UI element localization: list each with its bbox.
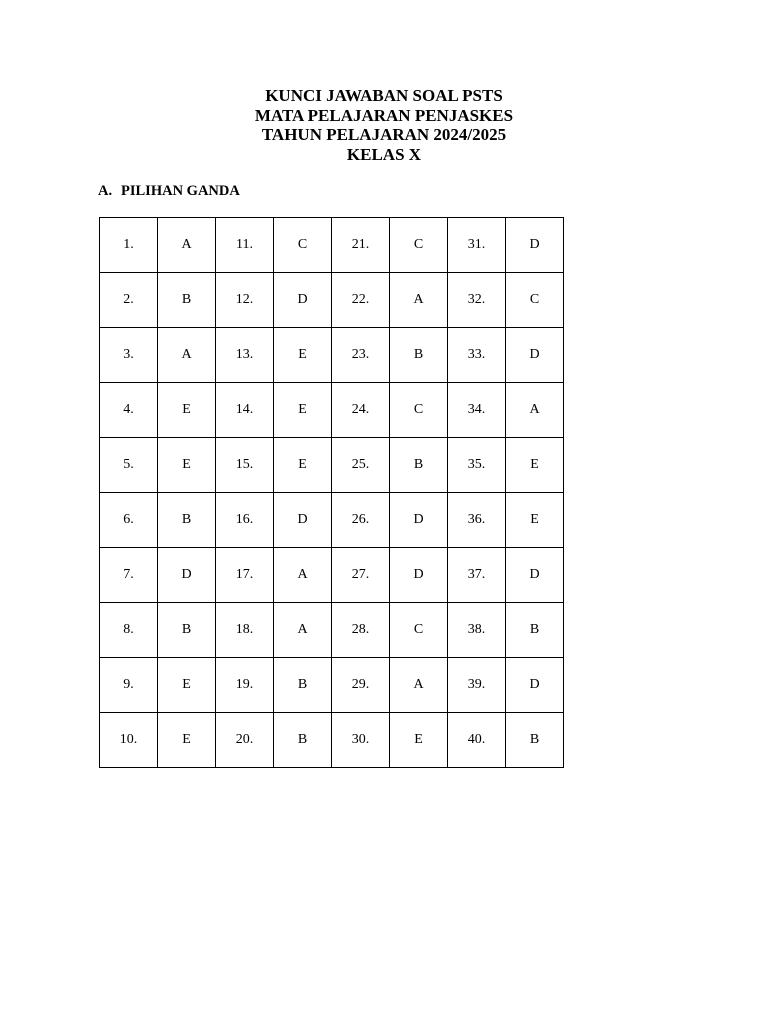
question-number-cell: 32. <box>448 273 506 328</box>
answer-letter-cell: C <box>506 273 564 328</box>
question-number-cell: 11. <box>216 218 274 273</box>
question-number-cell: 29. <box>332 658 390 713</box>
question-number-cell: 7. <box>100 548 158 603</box>
table-row <box>100 713 564 768</box>
answer-letter-cell: D <box>506 328 564 383</box>
question-number-cell: 25. <box>332 438 390 493</box>
question-number-cell: 5. <box>100 438 158 493</box>
question-number-cell: 3. <box>100 328 158 383</box>
question-number-cell: 20. <box>216 713 274 768</box>
answer-letter-cell: D <box>506 548 564 603</box>
answer-letter-cell: E <box>274 328 332 383</box>
table-row <box>100 383 564 438</box>
question-number-cell: 16. <box>216 493 274 548</box>
answer-letter-cell: B <box>506 713 564 768</box>
answer-letter-cell: B <box>274 658 332 713</box>
question-number-cell: 1. <box>100 218 158 273</box>
table-row <box>100 273 564 328</box>
answer-key-table <box>99 217 564 768</box>
question-number-cell: 14. <box>216 383 274 438</box>
question-number-cell: 36. <box>448 493 506 548</box>
question-number-cell: 18. <box>216 603 274 658</box>
answer-letter-cell: B <box>390 438 448 493</box>
table-row <box>100 658 564 713</box>
answer-letter-cell: D <box>274 493 332 548</box>
answer-letter-cell: A <box>158 218 216 273</box>
question-number-cell: 31. <box>448 218 506 273</box>
answer-letter-cell: E <box>506 493 564 548</box>
question-number-cell: 8. <box>100 603 158 658</box>
answer-letter-cell: E <box>274 438 332 493</box>
table-row <box>100 438 564 493</box>
title-line-4: KELAS X <box>346 144 422 164</box>
answer-letter-cell: E <box>158 713 216 768</box>
answer-letter-cell: D <box>390 493 448 548</box>
question-number-cell: 26. <box>332 493 390 548</box>
table-row <box>100 328 564 383</box>
answer-letter-cell: D <box>390 548 448 603</box>
question-number-cell: 15. <box>216 438 274 493</box>
question-number-cell: 13. <box>216 328 274 383</box>
question-number-cell: 9. <box>100 658 158 713</box>
question-number-cell: 28. <box>332 603 390 658</box>
answer-letter-cell: E <box>158 438 216 493</box>
answer-letter-cell: D <box>506 218 564 273</box>
question-number-cell: 19. <box>216 658 274 713</box>
answer-letter-cell: E <box>158 383 216 438</box>
question-number-cell: 33. <box>448 328 506 383</box>
answer-letter-cell: C <box>390 218 448 273</box>
answer-letter-cell: D <box>274 273 332 328</box>
section-heading <box>98 183 240 200</box>
answer-letter-cell: A <box>158 328 216 383</box>
document-title <box>0 86 768 164</box>
answer-letter-cell: C <box>390 383 448 438</box>
answer-letter-cell: B <box>274 713 332 768</box>
question-number-cell: 6. <box>100 493 158 548</box>
table-row <box>100 548 564 603</box>
answer-letter-cell: B <box>158 493 216 548</box>
section-title: PILIHAN GANDA <box>121 183 240 199</box>
answer-letter-cell: A <box>274 603 332 658</box>
question-number-cell: 4. <box>100 383 158 438</box>
answer-letter-cell: D <box>158 548 216 603</box>
answer-letter-cell: A <box>506 383 564 438</box>
question-number-cell: 35. <box>448 438 506 493</box>
answer-letter-cell: E <box>506 438 564 493</box>
title-line-2: MATA PELAJARAN PENJASKES <box>254 105 514 125</box>
answer-letter-cell: D <box>506 658 564 713</box>
question-number-cell: 2. <box>100 273 158 328</box>
question-number-cell: 37. <box>448 548 506 603</box>
question-number-cell: 23. <box>332 328 390 383</box>
question-number-cell: 39. <box>448 658 506 713</box>
answer-key-body <box>100 218 564 768</box>
answer-letter-cell: E <box>390 713 448 768</box>
answer-letter-cell: A <box>274 548 332 603</box>
title-line-1: KUNCI JAWABAN SOAL PSTS <box>265 86 503 105</box>
question-number-cell: 34. <box>448 383 506 438</box>
title-line-3: TAHUN PELAJARAN 2024/2025 <box>261 125 507 144</box>
question-number-cell: 10. <box>100 713 158 768</box>
question-number-cell: 24. <box>332 383 390 438</box>
question-number-cell: 38. <box>448 603 506 658</box>
table-row <box>100 218 564 273</box>
answer-letter-cell: A <box>390 273 448 328</box>
question-number-cell: 30. <box>332 713 390 768</box>
table-row <box>100 493 564 548</box>
question-number-cell: 17. <box>216 548 274 603</box>
answer-letter-cell: B <box>158 273 216 328</box>
question-number-cell: 22. <box>332 273 390 328</box>
answer-letter-cell: C <box>390 603 448 658</box>
answer-letter-cell: C <box>274 218 332 273</box>
answer-letter-cell: E <box>274 383 332 438</box>
question-number-cell: 40. <box>448 713 506 768</box>
question-number-cell: 21. <box>332 218 390 273</box>
answer-letter-cell: B <box>506 603 564 658</box>
answer-letter-cell: B <box>158 603 216 658</box>
table-row <box>100 603 564 658</box>
question-number-cell: 12. <box>216 273 274 328</box>
answer-letter-cell: E <box>158 658 216 713</box>
answer-letter-cell: B <box>390 328 448 383</box>
section-letter: A. <box>98 183 113 199</box>
answer-letter-cell: A <box>390 658 448 713</box>
question-number-cell: 27. <box>332 548 390 603</box>
